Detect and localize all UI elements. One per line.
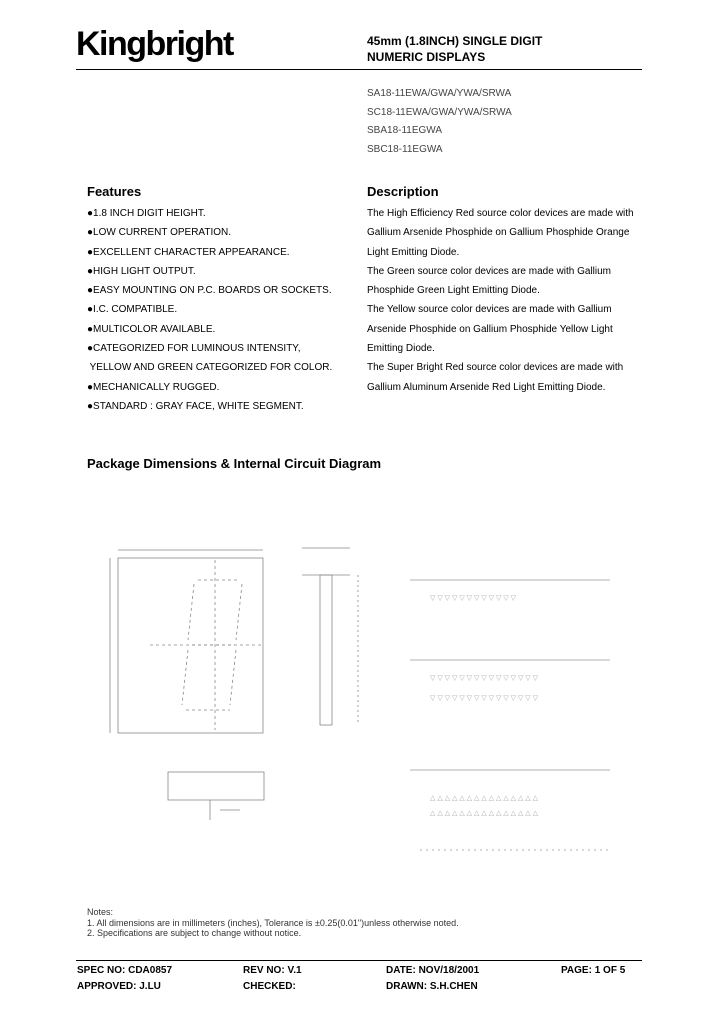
features-heading: Features <box>87 184 142 199</box>
approved-by: APPROVED: J.LU <box>77 981 161 992</box>
package-heading: Package Dimensions & Internal Circuit Diagram <box>87 456 382 471</box>
description-line: The Yellow source color devices are made with Gallium <box>367 304 612 316</box>
feature-item: ●HIGH LIGHT OUTPUT. <box>87 265 196 277</box>
drawn-by: DRAWN: S.H.CHEN <box>386 981 478 992</box>
header-rule <box>76 69 642 70</box>
feature-item: ●1.8 INCH DIGIT HEIGHT. <box>87 208 206 219</box>
description-line: The High Efficiency Red source color devices are made with <box>367 208 634 219</box>
svg-text:▽ ▽ ▽ ▽ ▽ ▽ ▽ ▽ ▽ ▽ ▽ ▽: ▽ ▽ ▽ ▽ ▽ ▽ ▽ ▽ ▽ ▽ ▽ ▽ <box>430 595 516 602</box>
kingbright-logo: Kingbright <box>76 25 233 63</box>
note-line: 2. Specifications are subject to change without notice. <box>87 928 302 938</box>
part-number: SBC18-11EGWA <box>367 143 443 155</box>
part-number: SA18-11EWA/GWA/YWA/SRWA <box>367 88 512 99</box>
description-line: Gallium Aluminum Arsenide Red Light Emitting Diode. <box>367 381 606 393</box>
features-list <box>87 204 357 416</box>
feature-item: ●MECHANICALLY RUGGED. <box>87 381 220 393</box>
feature-item: ●LOW CURRENT OPERATION. <box>87 227 232 239</box>
notes-section <box>87 907 459 939</box>
package-dimension-drawing <box>90 500 630 870</box>
description-heading: Description <box>367 184 439 199</box>
notes-title: Notes: <box>87 907 114 917</box>
feature-item: ●CATEGORIZED FOR LUMINOUS INTENSITY, <box>87 343 301 355</box>
date: DATE: NOV/18/2001 <box>386 965 480 976</box>
part-number: SC18-11EWA/GWA/YWA/SRWA <box>367 106 512 118</box>
description-text <box>367 204 637 397</box>
svg-text:▽ ▽ ▽ ▽ ▽ ▽ ▽ ▽ ▽ ▽ ▽ ▽ ▽ ▽ ▽: ▽ ▽ ▽ ▽ ▽ ▽ ▽ ▽ ▽ ▽ ▽ ▽ ▽ ▽ ▽ <box>430 695 538 702</box>
revision-number: REV NO: V.1 <box>243 965 302 976</box>
feature-item: YELLOW AND GREEN CATEGORIZED FOR COLOR. <box>87 362 333 374</box>
svg-text:△ △ △ △ △ △ △ △ △ △ △ △ △ △ △: △ △ △ △ △ △ △ △ △ △ △ △ △ △ △ <box>430 795 538 802</box>
part-number: SBA18-11EGWA <box>367 125 443 136</box>
note-line: 1. All dimensions are in millimeters (inches), Tolerance is ±0.25(0.01")unless otherwise noted. <box>87 917 459 928</box>
svg-text:△ △ △ △ △ △ △ △ △ △ △ △ △ △ △: △ △ △ △ △ △ △ △ △ △ △ △ △ △ △ <box>430 810 538 817</box>
feature-item: ●MULTICOLOR AVAILABLE. <box>87 323 216 335</box>
feature-item: ●EXCELLENT CHARACTER APPEARANCE. <box>87 246 290 258</box>
description-line: Gallium Arsenide Phosphide on Gallium Phosphide Orange <box>367 227 630 239</box>
document-title <box>367 33 542 65</box>
svg-text:▽ ▽ ▽ ▽ ▽ ▽ ▽ ▽ ▽ ▽ ▽ ▽ ▽ ▽ ▽: ▽ ▽ ▽ ▽ ▽ ▽ ▽ ▽ ▽ ▽ ▽ ▽ ▽ ▽ ▽ <box>430 675 538 682</box>
description-line: Light Emitting Diode. <box>367 246 460 258</box>
title-line-1: 45mm (1.8INCH) SINGLE DIGIT <box>367 34 543 48</box>
part-number-list <box>367 85 512 159</box>
description-line: Emitting Diode. <box>367 343 435 355</box>
feature-item: ●I.C. COMPATIBLE. <box>87 304 178 316</box>
feature-item: ●EASY MOUNTING ON P.C. BOARDS OR SOCKETS. <box>87 285 332 297</box>
display-outline <box>118 558 263 733</box>
footer-rule <box>76 960 642 961</box>
feature-item: ●STANDARD : GRAY FACE, WHITE SEGMENT. <box>87 400 304 412</box>
description-line: The Green source color devices are made with Gallium <box>367 265 611 277</box>
description-line: Arsenide Phosphide on Gallium Phosphide Yellow Light <box>367 323 613 335</box>
spec-number: SPEC NO: CDA0857 <box>77 965 173 976</box>
description-line: The Super Bright Red source color devices are made with <box>367 362 624 374</box>
checked-by: CHECKED: <box>243 981 296 992</box>
description-line: Phosphide Green Light Emitting Diode. <box>367 285 540 297</box>
page-number: PAGE: 1 OF 5 <box>561 965 626 976</box>
title-line-2: NUMERIC DISPLAYS <box>367 50 486 64</box>
